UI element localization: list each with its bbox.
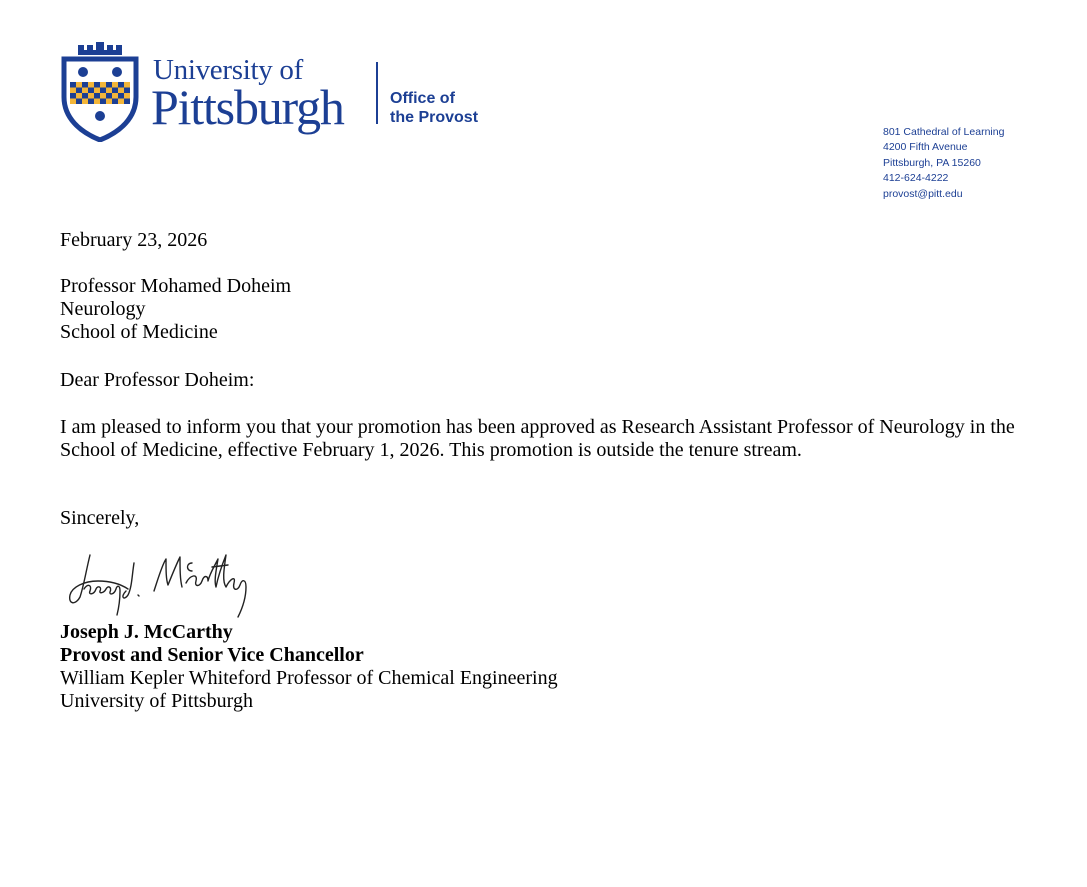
recipient-school: School of Medicine — [60, 321, 218, 343]
office-name — [390, 89, 478, 127]
letter-body: I am pleased to inform you that your promotion has been approved as Research Assistant Professor of Neurology in the School of Medicine, effective February 1, 2026. This promotion is outside the tenure stream. — [60, 416, 1015, 461]
address-city: Pittsburgh, PA 15260 — [883, 156, 981, 169]
signer-name: Joseph J. McCarthy — [60, 621, 233, 643]
recipient-department: Neurology — [60, 298, 146, 320]
address-street: 4200 Fifth Avenue — [883, 141, 968, 154]
address-phone: 412-624-4222 — [883, 172, 949, 185]
handwritten-signature — [62, 545, 262, 625]
university-shield-logo — [60, 42, 140, 142]
signer-chair: William Kepler Whiteford Professor of Chemical Engineering — [60, 667, 558, 689]
wordmark-university-of: University of — [153, 54, 303, 86]
signer-institution: University of Pittsburgh — [60, 690, 253, 712]
signature-block — [60, 621, 558, 713]
closing: Sincerely, — [60, 507, 140, 529]
address-email: provost@pitt.edu — [883, 187, 963, 200]
recipient-name: Professor Mohamed Doheim — [60, 275, 292, 297]
address-building: 801 Cathedral of Learning — [883, 126, 1005, 138]
office-address — [883, 125, 1004, 202]
letter-date: February 23, 2026 — [60, 229, 208, 251]
office-line-2: the Provost — [390, 109, 479, 126]
signer-title: Provost and Senior Vice Chancellor — [60, 644, 364, 666]
salutation: Dear Professor Doheim: — [60, 369, 255, 391]
office-line-1: Office of — [390, 90, 455, 107]
wordmark-pittsburgh: Pittsburgh — [151, 79, 344, 135]
recipient-block — [60, 275, 291, 344]
letterhead-divider — [376, 62, 378, 124]
